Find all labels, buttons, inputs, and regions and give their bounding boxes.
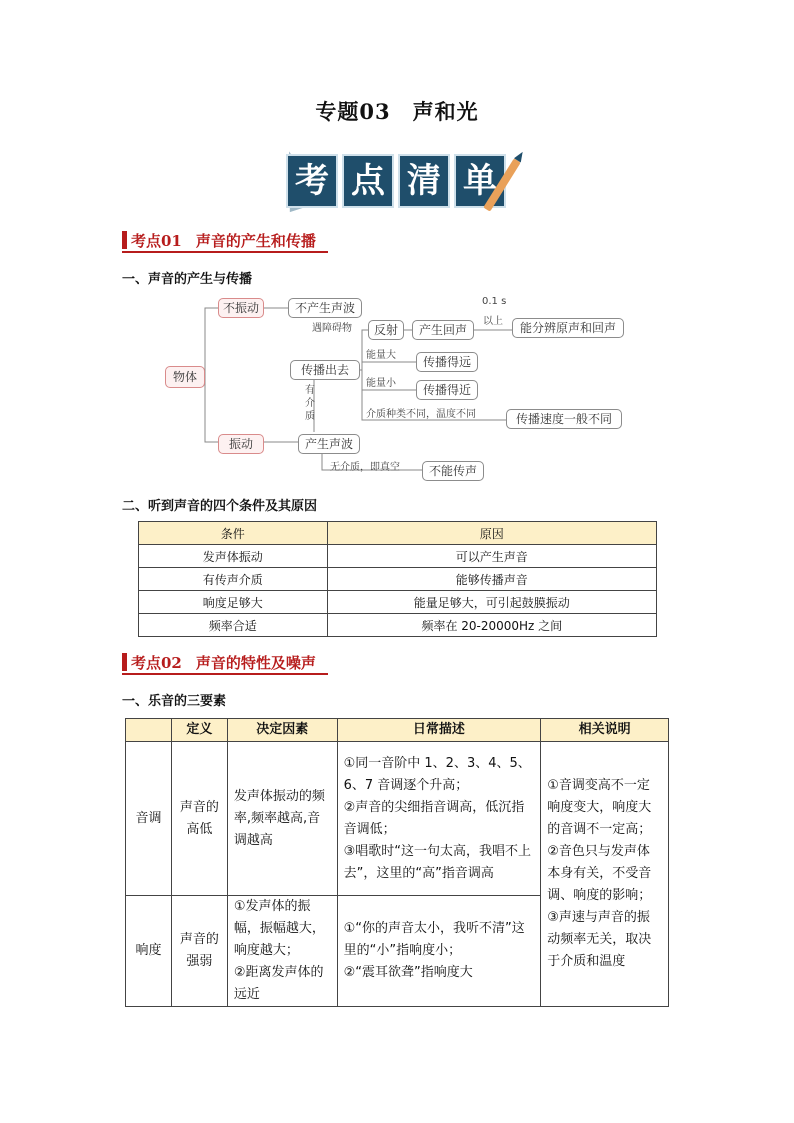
table-row (139, 614, 657, 637)
subheading-2-1: 一、乐音的三要素 (122, 694, 227, 709)
mm-echo: 产生回声 (412, 320, 474, 340)
notes-cell (541, 742, 669, 1007)
note-line: ③声速与声音的振动频率无关，取决于介质和温度 (547, 910, 652, 969)
loudness-factor-line: ②距离发声体的远近 (233, 965, 324, 1002)
mm-label-time: 0.1 s (482, 296, 507, 307)
banner-char: 考 (286, 154, 338, 208)
mm-reflect: 反射 (368, 320, 404, 340)
table-row (126, 742, 669, 896)
mm-label-medium-diff: 介质种类不同，温度不同 (366, 409, 476, 420)
table-row (139, 568, 657, 591)
section-header-2: 考点02 声音的特性及噪声 (122, 652, 316, 672)
mind-map (0, 0, 794, 500)
loudness-factor-line: ①发声体的振幅，振幅越大，响度越大； (233, 899, 325, 958)
table-cell: 能够传播声音 (327, 568, 656, 591)
mm-label-vacuum: 无介质，即真空 (330, 462, 400, 473)
pitch-description (337, 742, 541, 896)
music-elements-table (125, 718, 669, 1007)
table-row (139, 591, 657, 614)
section-underline (122, 673, 328, 675)
table-header-row (139, 522, 657, 545)
loudness-desc-line: ②“震耳欲聋”指响度大 (343, 965, 473, 980)
pitch-desc-line: ①同一音阶中 1、2、3、4、5、6、7 音调逐个升高； (343, 755, 531, 793)
table-header-cell: 决定因素 (227, 719, 337, 742)
row-name-loudness: 响度 (126, 896, 172, 1007)
mm-label-energy-big: 能量大 (366, 350, 396, 361)
table-header-cell: 日常描述 (337, 719, 541, 742)
banner-char: 单 (454, 154, 506, 208)
mm-vibration: 振动 (218, 434, 264, 454)
mm-label-medium: 有介质 (305, 385, 315, 422)
note-line: ②音色只与发声体本身有关，不受音调、响度的影响； (547, 844, 652, 903)
pitch-definition: 声音的高低 (171, 742, 227, 896)
note-line: ①音调变高不一定响度变大，响度大的音调不一定高； (547, 778, 652, 837)
pitch-desc-line: ③唱歌时“这一句太高，我唱不上去”，这里的“高”指音调高 (343, 843, 532, 881)
mm-root: 物体 (165, 366, 205, 388)
row-name-pitch: 音调 (126, 742, 172, 896)
mm-speed-diff: 传播速度一般不同 (506, 409, 622, 429)
page-title: 专题03 声和光 (315, 99, 479, 124)
subheading-1-1: 一、声音的产生与传播 (122, 272, 253, 287)
table-cell: 能量足够大，可引起鼓膜振动 (327, 591, 656, 614)
mm-no-wave: 不产生声波 (288, 298, 362, 318)
table-cell: 响度足够大 (139, 591, 328, 614)
banner-char: 清 (398, 154, 450, 208)
table-header-cell: 条件 (139, 522, 328, 545)
mind-map-lines (0, 0, 794, 500)
subheading-1-2: 二、听到声音的四个条件及其原因 (122, 499, 318, 514)
table-cell: 有传声介质 (139, 568, 328, 591)
loudness-definition: 声音的强弱 (171, 896, 227, 1007)
loudness-desc-line: ①“你的声音太小，我听不清”这里的“小”指响度小； (343, 921, 525, 958)
mm-label-energy-small: 能量小 (366, 378, 396, 389)
mm-label-obstacle: 遇障碍物 (312, 323, 352, 334)
loudness-description (337, 896, 541, 1007)
table-cell: 频率合适 (139, 614, 328, 637)
mm-label-above: 以上 (483, 316, 503, 327)
conditions-table (138, 521, 657, 637)
mm-no-vibration: 不振动 (218, 298, 264, 318)
mm-distinguish: 能分辨原声和回声 (512, 318, 624, 338)
loudness-factor (227, 896, 337, 1007)
pitch-desc-line: ②声音的尖细指音调高，低沉指音调低； (343, 799, 525, 837)
section-header-1: 考点01 声音的产生和传播 (122, 230, 316, 250)
table-cell: 频率在 20-20000Hz 之间 (327, 614, 656, 637)
table-header-cell: 相关说明 (541, 719, 669, 742)
pitch-factor: 发声体振动的频率,频率越高,音调越高 (227, 742, 337, 896)
table-cell: 可以产生声音 (327, 545, 656, 568)
table-header-cell (126, 719, 172, 742)
table-row (139, 545, 657, 568)
mm-no-transmit: 不能传声 (422, 461, 484, 481)
mm-far: 传播得远 (416, 352, 478, 372)
table-header-cell: 定义 (171, 719, 227, 742)
table-header-row (126, 719, 669, 742)
table-header-cell: 原因 (327, 522, 656, 545)
mm-propagate: 传播出去 (290, 360, 360, 380)
section-marker (122, 653, 127, 671)
table-cell: 发声体振动 (139, 545, 328, 568)
mm-wave: 产生声波 (298, 434, 360, 454)
mm-near: 传播得近 (416, 380, 478, 400)
banner-char: 点 (342, 154, 394, 208)
